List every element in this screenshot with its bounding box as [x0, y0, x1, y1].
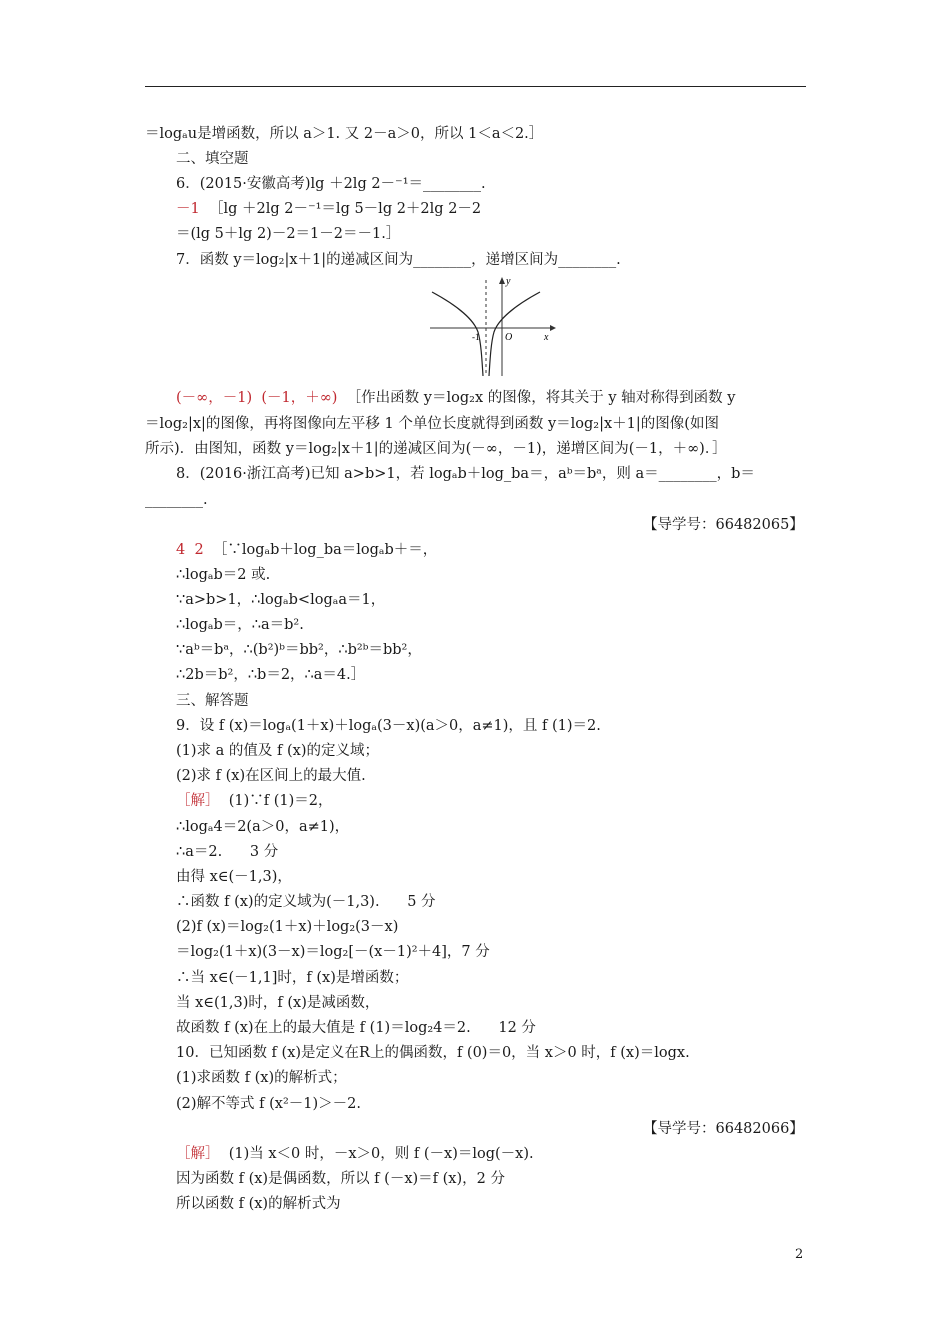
text-line — [176, 250, 621, 270]
line-text: ∴logₐ4＝2(a＞0，a≠1)， — [176, 819, 350, 835]
log-function-graph — [428, 272, 558, 380]
answer-highlight: －1 — [176, 201, 200, 217]
x-axis-arrow-icon — [550, 325, 556, 331]
text-line — [176, 917, 398, 937]
text-line — [176, 1094, 361, 1114]
text-line — [176, 665, 365, 685]
line-text: 所以函数 f (x)的解析式为 — [176, 1196, 341, 1212]
origin-label: O — [505, 332, 513, 343]
answer-highlight: 4 2 — [176, 542, 204, 558]
line-text: ［lg ＋2lg 2－⁻¹＝lg 5－lg 2＋2lg 2－2 — [199, 201, 482, 217]
text-line — [176, 615, 304, 635]
line-text: 因为函数 f (x)是偶函数，所以 f (－x)＝f (x)，2 分 — [176, 1171, 505, 1187]
line-text: ∵aᵇ＝bᵃ，∴(b²)ᵇ＝bb²，∴b²ᵇ＝bb²， — [176, 642, 422, 658]
line-text: ＝(lg 5＋lg 2)－2＝1－2＝－1.］ — [176, 226, 401, 242]
y-axis-arrow-icon — [499, 277, 505, 284]
text-line — [176, 1169, 505, 1189]
answer-highlight: ［解］ — [176, 793, 220, 809]
line-text: 【导学号：66482065】 — [643, 517, 804, 533]
text-line — [176, 741, 379, 761]
line-text: 二、填空题 — [176, 151, 249, 167]
line-text: ＝logₐu是增函数，所以 a＞1. 又 2－a＞0，所以 1＜a＜2.］ — [145, 126, 544, 142]
line-text: (1)求 a 的值及 f (x)的定义域； — [176, 743, 379, 759]
text-line — [176, 1018, 536, 1038]
header-rule — [145, 86, 806, 87]
line-text: (1)求函数 f (x)的解析式； — [176, 1070, 347, 1086]
line-text: 6．(2015·安徽高考)lg ＋2lg 2－⁻¹＝________. — [176, 176, 486, 192]
text-line — [176, 817, 349, 837]
line-text: ________. — [145, 492, 208, 508]
text-line — [176, 842, 278, 862]
line-text: ∴logₐb＝2 或. — [176, 567, 271, 583]
text-line — [145, 490, 208, 510]
text-line — [176, 716, 601, 736]
y-axis-label: y — [506, 276, 511, 287]
line-text: (2)求 f (x)在区间上的最大值. — [176, 768, 366, 784]
text-line — [176, 224, 400, 244]
line-text: ［∵logₐb＋log_ba＝logₐb＋＝， — [203, 542, 438, 558]
right-curve — [489, 292, 540, 376]
line-text: 当 x∈(1,3)时，f (x)是减函数， — [176, 995, 380, 1011]
text-line — [176, 691, 249, 711]
line-text: 10．已知函数 f (x)是定义在R上的偶函数，f (0)＝0，当 x＞0 时，f (x)＝logx. — [176, 1045, 690, 1061]
x-axis-label: x — [544, 332, 549, 343]
line-text: ∴a＝2. 3 分 — [176, 844, 279, 860]
text-line — [145, 439, 727, 459]
line-text: (1)当 x＜0 时，－x＞0，则 f (－x)＝log(－x). — [219, 1146, 534, 1162]
line-text: 由得 x∈(－1,3)， — [176, 869, 292, 885]
line-text: ＝log₂|x|的图像，再将图像向左平移 1 个单位长度就得到函数 y＝log₂|x＋1|的图像(如图 — [145, 416, 719, 432]
text-line — [145, 414, 719, 434]
line-text: 【导学号：66482066】 — [643, 1121, 804, 1137]
text-line — [176, 199, 481, 219]
text-line — [176, 174, 486, 194]
line-text: 9．设 f (x)＝logₐ(1＋x)＋logₐ(3－x)(a＞0，a≠1)，且 f (1)＝2. — [176, 718, 601, 734]
line-text: ∴函数 f (x)的定义域为(－1,3). 5 分 — [176, 894, 436, 910]
text-line — [176, 388, 735, 408]
answer-highlight: ［解］ — [176, 1146, 220, 1162]
text-line — [176, 590, 385, 610]
text-line — [176, 867, 292, 887]
line-text: 7．函数 y＝log₂|x＋1|的递减区间为________，递增区间为________. — [176, 252, 621, 268]
line-text: 故函数 f (x)在上的最大值是 f (1)＝log₂4＝2. 12 分 — [176, 1020, 536, 1036]
text-line — [176, 766, 366, 786]
text-line — [176, 1194, 341, 1214]
text-line — [176, 540, 437, 560]
text-line — [176, 1144, 534, 1164]
text-line — [176, 892, 436, 912]
line-text: ∴2b＝b²，∴b＝2，∴a＝4.］ — [176, 667, 366, 683]
line-text: ∵a>b>1，∴logₐb<logₐa＝1， — [176, 592, 386, 608]
text-line — [176, 1043, 690, 1063]
line-text: 三、解答题 — [176, 693, 249, 709]
text-line — [176, 565, 270, 585]
line-text: ∴当 x∈(－1,1]时，f (x)是增函数； — [176, 970, 409, 986]
text-line — [176, 942, 490, 962]
tick-label-neg1: -1 — [472, 332, 480, 342]
text-line — [643, 1119, 804, 1139]
text-line — [176, 1068, 347, 1088]
text-line — [176, 791, 333, 811]
text-line — [176, 149, 249, 169]
line-text: (2)解不等式 f (x²－1)＞－2. — [176, 1096, 361, 1112]
page-number: 2 — [795, 1247, 804, 1262]
line-text: ∴logₐb＝，∴a＝b². — [176, 617, 304, 633]
text-line — [176, 464, 755, 484]
line-text: (2)f (x)＝log₂(1＋x)＋log₂(3－x) — [176, 919, 399, 935]
text-line — [176, 993, 379, 1013]
line-text: 8．(2016·浙江高考)已知 a>b>1，若 logₐb＋log_ba＝，aᵇ＝bᵃ，则 a＝________，b＝ — [176, 466, 755, 482]
text-line — [145, 124, 543, 144]
line-text: ［作出函数 y＝log₂x 的图像，将其关于 y 轴对称得到函数 y — [337, 390, 736, 406]
line-text: ＝log₂(1＋x)(3－x)＝log₂[－(x－1)²＋4]，7 分 — [176, 944, 490, 960]
text-line — [643, 515, 804, 535]
text-line — [176, 640, 422, 660]
text-line — [176, 968, 408, 988]
line-text: (1)∵f (1)＝2， — [219, 793, 333, 809]
line-text: 所示)．由图知，函数 y＝log₂|x＋1|的递减区间为(－∞，－1)，递增区间为(－1，＋∞)．］ — [145, 441, 727, 457]
answer-highlight: (－∞，－1) (－1，＋∞) — [176, 390, 338, 406]
